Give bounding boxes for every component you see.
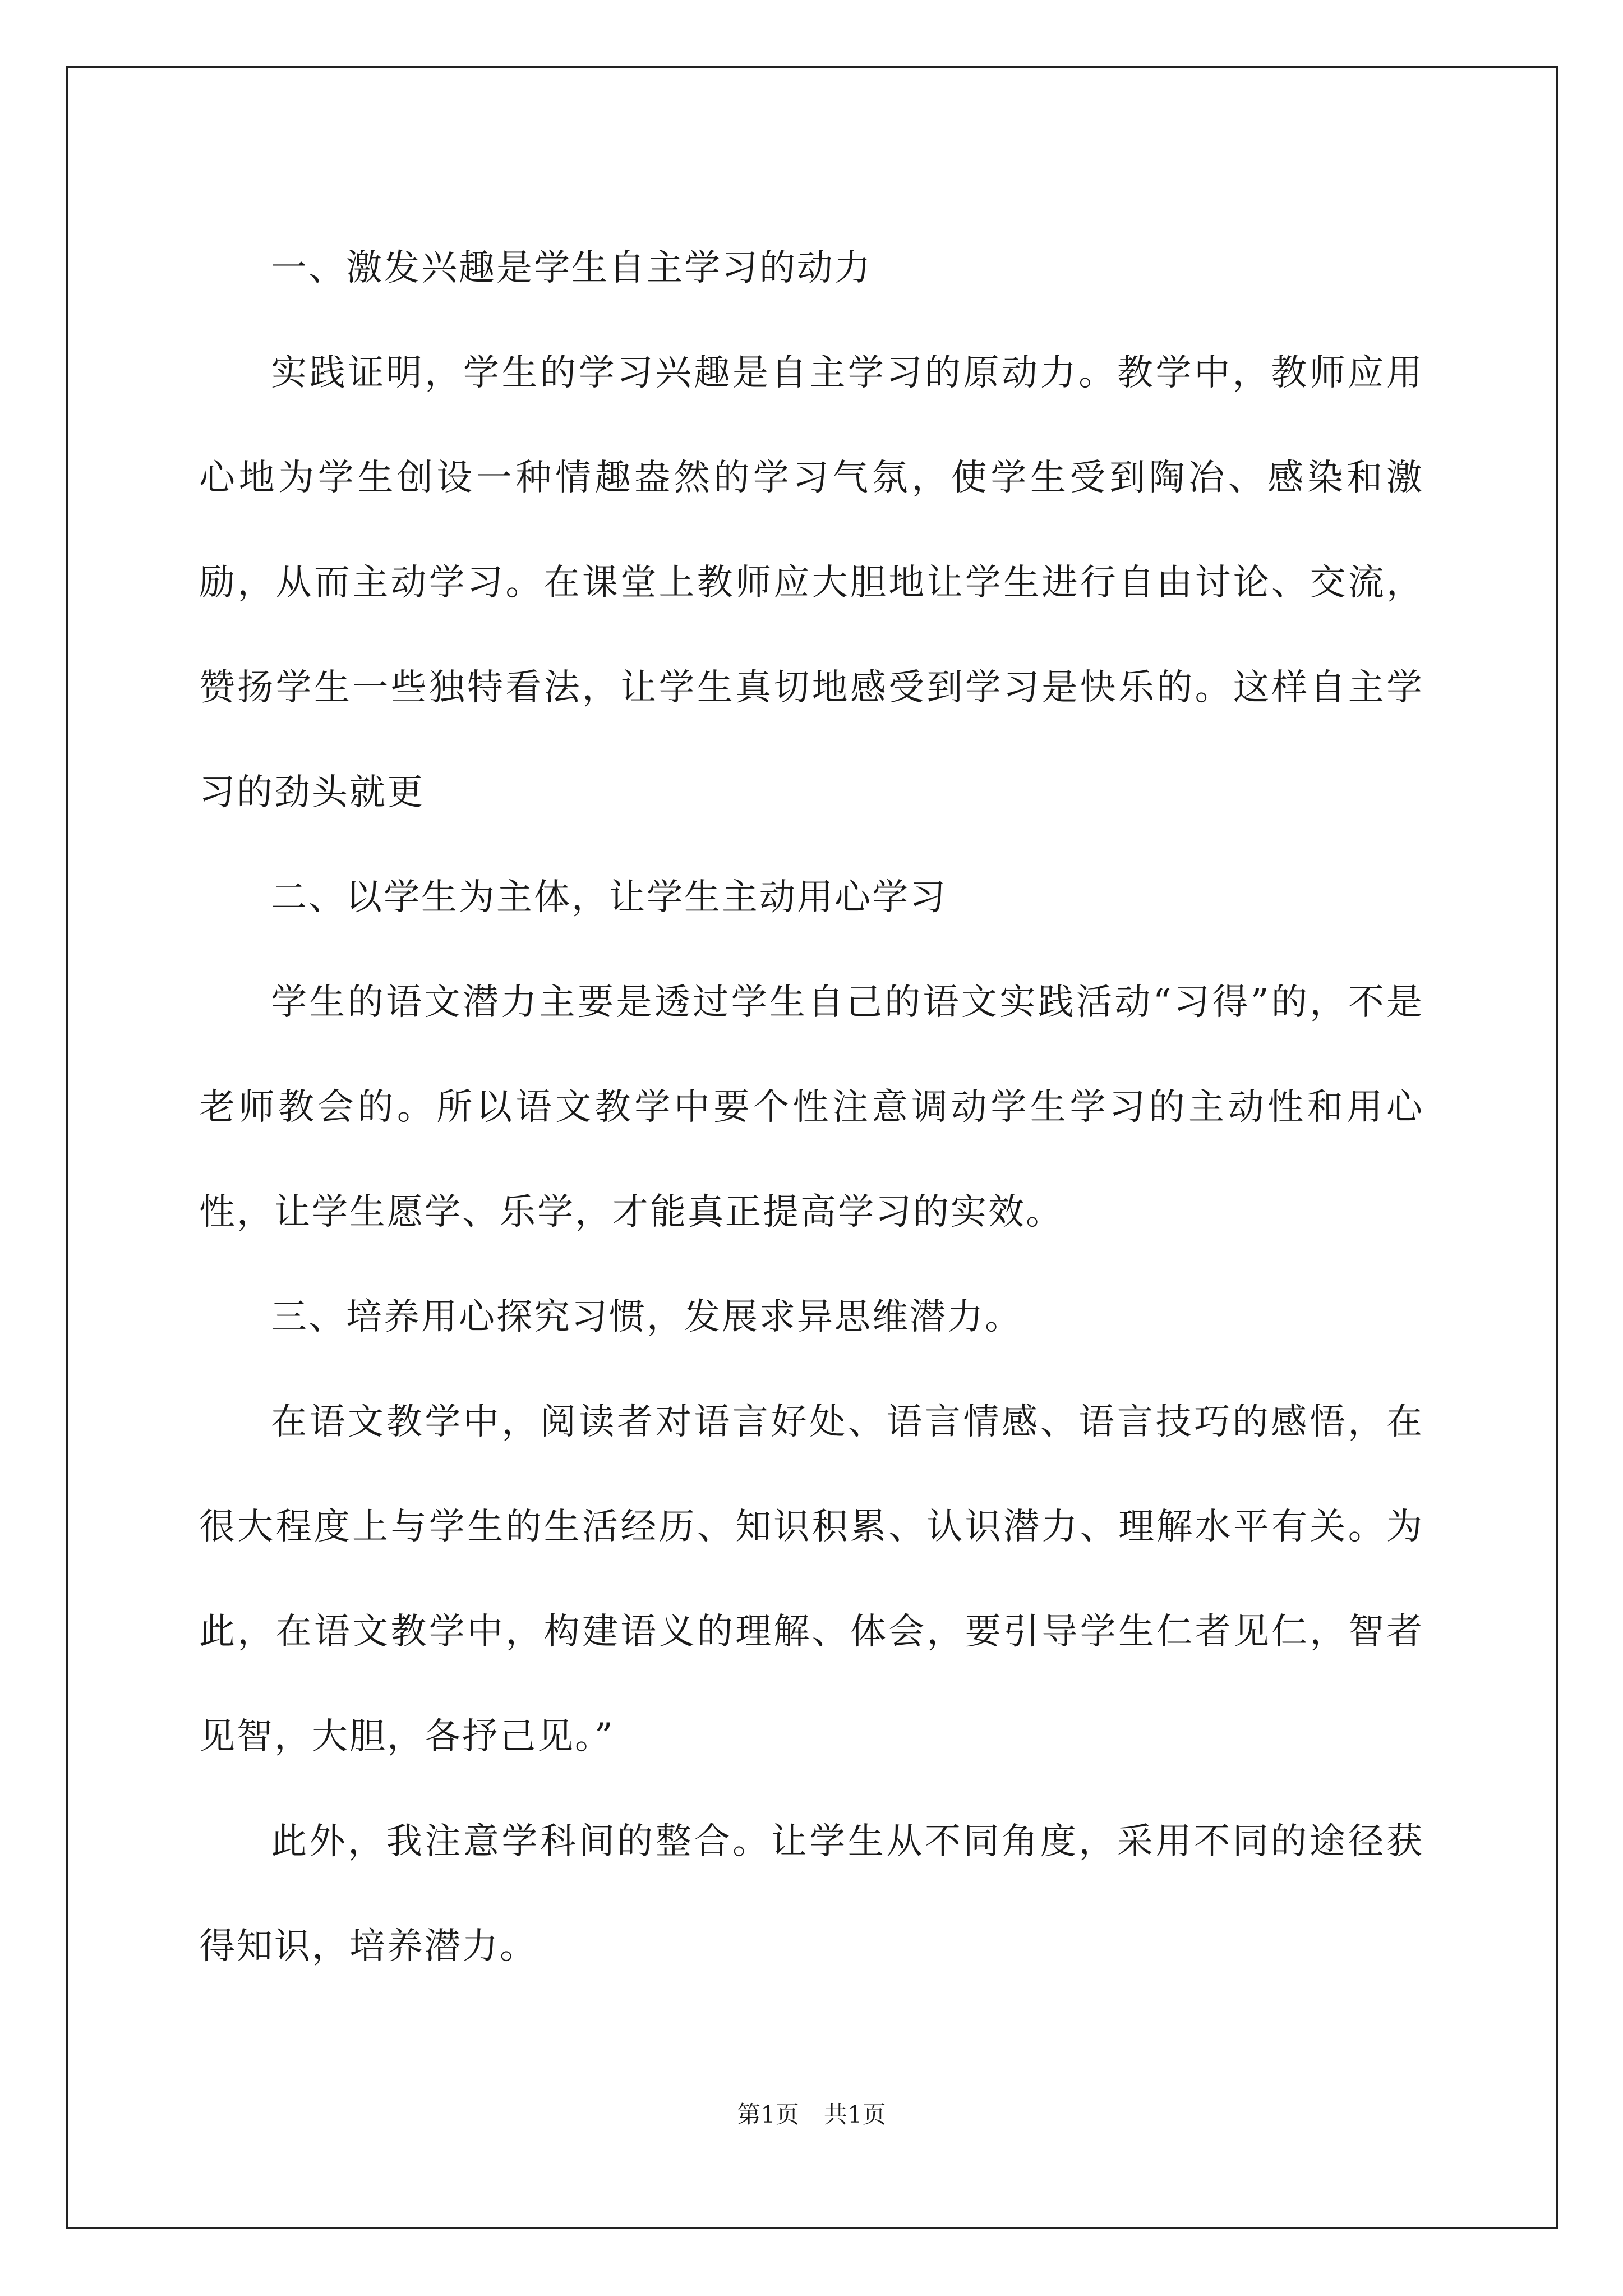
heading-1: 一、激发兴趣是学生自主学习的动力 [271,247,872,289]
paragraph-2: 学生的语文潜力主要是透过学生自己的语文实践活动“习得”的，不是老师教会的。所以语文教学中要个性注意调动学生学习的主动性和用心性，让学生愿学、乐学，才能真正提高学习的实效。 [199,982,1424,1233]
page-footer [0,2098,1623,2132]
heading-2: 二、以学生为主体，让学生主动用心学习 [271,877,947,918]
heading-3: 三、培养用心探究习惯，发展求异思维潜力。 [271,1296,1022,1338]
page-number-total: 共1页 [824,2101,886,2128]
paragraph-1: 实践证明，学生的学习兴趣是自主学习的原动力。教学中，教师应用心地为学生创设一种情趣盎然的学习气氛，使学生受到陶冶、感染和激励，从而主动学习。在课堂上教师应大胆地让学生进行自由讨论、交流，赞扬学生一些独特看法，让学生真切地感受到学习是快乐的。这样自主学习的劲头就更 [199,352,1424,813]
paragraph-3: 在语文教学中，阅读者对语言好处、语言情感、语言技巧的感悟，在很大程度上与学生的生活经历、知识积累、认识潜力、理解水平有关。为此，在语文教学中，构建语义的理解、体会，要引导学生仁者见仁，智者见智，大胆，各抒己见。” [199,1401,1424,1757]
document-body [199,216,1424,1999]
paragraph-4: 此外，我注意学科间的整合。让学生从不同角度，采用不同的途径获得知识，培养潜力。 [199,1821,1424,1967]
page-number-current: 第1页 [737,2101,799,2128]
